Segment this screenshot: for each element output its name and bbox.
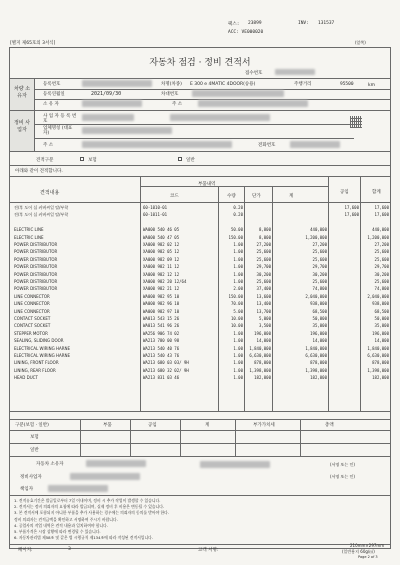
item-qty: 1.00 (233, 264, 243, 270)
item-qty: 0.20 (233, 205, 243, 210)
summary-insurance-row: 보험 (30, 435, 39, 440)
model-label: 차명(차종) (161, 82, 182, 87)
receipt-no-redacted (275, 69, 315, 75)
item-total: 878,000 (372, 360, 389, 366)
reg-no-redacted (82, 80, 152, 87)
item-code: XA000 982 12 12 (143, 271, 180, 277)
item-price: 13,400 (256, 301, 271, 307)
owner-signature-redacted (86, 460, 146, 467)
item-sum: 27,200 (312, 242, 327, 247)
item-description: SEALING, SLIDING DOOR (14, 338, 64, 344)
item-total: 6,630,000 (367, 353, 389, 358)
item-qty: 10.00 (230, 323, 243, 329)
footer-page-value: 3 (68, 547, 71, 552)
note-item: 3. 본 견적서에 포함되지 아니한 부품을 추가 사용하는 경우에는 의뢰자의 동의를 받아야 한다. (14, 510, 170, 516)
item-qty: 1.00 (233, 242, 243, 247)
general-checkbox[interactable] (178, 157, 182, 161)
biz-no-label: 사 업 자 등 록 번 호 (43, 114, 77, 124)
col-code-header: 코드 (170, 194, 179, 199)
item-sum: 1,840,000 (305, 345, 327, 351)
footer-size-note: 210mm×297mm (350, 543, 385, 548)
item-price: 1,398,000 (249, 367, 271, 373)
item-total: 68,500 (374, 308, 389, 314)
item-sum: 25,600 (312, 256, 327, 262)
item-qty: 50.00 (230, 227, 243, 233)
item-code: WA256 906 74 02 (143, 330, 180, 336)
col-parts-header: 부품내역 (198, 182, 216, 187)
item-total: 17,600 (374, 212, 389, 218)
item-qty: 1.00 (233, 249, 243, 255)
shop-phone-redacted (290, 141, 340, 148)
item-description: POWER DISTRIBUTOR (14, 249, 58, 255)
footer-customer-signature: 고객 서명: (198, 548, 219, 553)
col-price-header: 단가 (252, 194, 261, 199)
shop-phone-label: 전화번호 (258, 143, 276, 148)
item-total: 74,800 (374, 286, 389, 292)
inv-value: 131537 (318, 21, 335, 26)
item-code: XA000 982 20 12/64 (143, 279, 187, 284)
page-side: (앞쪽) (355, 40, 366, 45)
responsible-label: 책임자 (20, 487, 34, 492)
item-qty: 1.00 (233, 360, 243, 366)
estimate-type-label: 견적구분 (36, 158, 54, 163)
summary-total-header: 총액 (325, 423, 334, 428)
item-code: XA000 982 02 12 (143, 242, 180, 247)
item-price: 8,000 (258, 234, 271, 240)
item-code: WA000 982 97 10 (143, 308, 180, 314)
vin-redacted (192, 90, 284, 97)
item-sum: 1,398,000 (305, 367, 327, 373)
item-price: 1,840,000 (249, 345, 271, 351)
item-description: ELECTRIC LINE (14, 227, 44, 233)
col-qty-header: 수량 (227, 194, 236, 199)
item-description: LINING, FRONT FLOOR (14, 360, 59, 366)
item-total: 1,200,000 (367, 234, 389, 240)
item-price: 27,200 (256, 242, 271, 247)
item-description: CONTACT SOCKET (14, 316, 51, 321)
item-qty: 1.00 (233, 271, 243, 277)
note-item: 5. 부품가격은 시장 상황에 따라 변경될 수 있습니다. (14, 529, 101, 534)
item-code: WA013 541 96 26 (143, 323, 180, 329)
item-description: LINING, REAR FLOOR (14, 367, 56, 373)
item-code: XA000 982 21 12 (143, 286, 180, 292)
item-code: WA213 831 03 46 (143, 375, 180, 381)
mileage-unit: km (368, 83, 375, 88)
item-labor: 17,600 (344, 205, 359, 210)
owner-signature-label: 자동차 소유자 (36, 462, 64, 467)
shop-signature-suffix: (서명 또는 인) (330, 474, 355, 479)
item-qty: 1.00 (233, 256, 243, 262)
shop-signature-redacted (70, 473, 140, 480)
item-sum: 35,000 (312, 323, 327, 329)
item-description: ELECTRICAL WIRING HARNE (14, 353, 71, 358)
item-qty: 1.00 (233, 375, 243, 381)
vehicle-section-label: 차량 소유자 (13, 86, 31, 99)
item-sum: 6,630,000 (305, 353, 327, 358)
item-code: XA000 982 11 12 (143, 264, 180, 270)
vehicle-address-label: 주 소 (172, 102, 183, 107)
item-price: 25,600 (256, 256, 271, 262)
col-sum-header: 계 (289, 194, 294, 199)
item-sum: 2,040,000 (305, 293, 327, 299)
item-price: 5,000 (258, 316, 271, 321)
item-total: 50,000 (374, 316, 389, 321)
item-description: POWER DISTRIBUTOR (14, 279, 58, 284)
item-price: 14,000 (256, 338, 271, 344)
stamp-icon (350, 116, 362, 128)
owner-redacted (82, 100, 142, 107)
shop-address-redacted (82, 141, 232, 148)
item-code: WA000 540 47 05 (143, 234, 180, 240)
footer-page-label: 페이지: (18, 548, 33, 553)
shop-address-label: 주 소 (43, 143, 54, 148)
receipt-no-label: 접수번호 (245, 71, 263, 76)
item-total: 938,000 (372, 301, 389, 307)
item-qty: 1.00 (233, 367, 243, 373)
item-total: 35,000 (374, 323, 389, 329)
summary-labor-header: 공임 (148, 423, 157, 428)
acc-value: ACC: VE000020 (228, 30, 264, 35)
item-sum: 182,000 (310, 375, 327, 381)
item-total: 1,398,000 (367, 367, 389, 373)
item-code: WA213 540 40 76 (143, 345, 180, 351)
item-description: LINE CONNECTOR (14, 301, 50, 307)
col-labor-header: 공임 (340, 190, 349, 195)
item-total: 29,700 (374, 264, 389, 270)
summary-general-row: 일반 (30, 448, 39, 453)
insurance-checkbox[interactable] (80, 157, 84, 161)
item-description: ELECTRICAL WIRING HARNE (14, 345, 71, 351)
responsible-redacted (48, 485, 108, 492)
item-qty: 10.00 (230, 316, 243, 321)
item-total: 25,600 (374, 256, 389, 262)
summary-sum-header: 계 (205, 423, 210, 428)
item-total: 17,600 (374, 205, 389, 210)
item-qty: 1.00 (233, 330, 243, 336)
note-item: 1. 견적유효기간은 발급일로부터 7일 이내이며, 정비 시 추가 작업이 발생할 수 있습니다. (14, 498, 161, 503)
item-description: 전/후 도어 십 커버씨일 탈/부착 (14, 205, 69, 210)
item-code: WA000 540 46 05 (143, 227, 180, 233)
item-sum: 74,800 (312, 286, 327, 292)
item-code: XA000 982 09 12 (143, 256, 180, 262)
item-qty: 2.00 (233, 286, 243, 292)
mileage-label: 주행거리 (294, 82, 312, 87)
inv-label: INV: (298, 21, 309, 26)
item-code: WA213 680 03 03/ 9H (143, 360, 189, 366)
item-qty: 0.20 (233, 212, 243, 218)
item-sum: 1,200,000 (305, 234, 327, 240)
item-price: 878,000 (254, 360, 271, 366)
item-sum: 68,500 (312, 308, 327, 314)
item-code: XA000 982 05 12 (143, 249, 180, 255)
item-code: 60-1010-01 (143, 205, 168, 210)
note-item: 6. 자동차관리법 제58조 및 같은 법 시행규칙 제134조에 따라 작성된 견적서입니다. (14, 535, 154, 541)
col-total-header: 합계 (372, 190, 381, 195)
item-qty: 1.00 (233, 345, 243, 351)
item-code: WA213 680 32 02/ 9H (143, 367, 189, 373)
shop-rep-redacted (82, 127, 172, 134)
item-description: POWER DISTRIBUTOR (14, 264, 58, 270)
mileage-value: 95500 (340, 82, 354, 87)
shop-signature-label: 정비사업자 (20, 475, 42, 480)
item-sum: 878,000 (310, 360, 327, 366)
vin-label: 차대번호 (161, 92, 179, 97)
col-description-header: 견적내용 (40, 190, 60, 196)
summary-vat-header: 부가가치세 (253, 423, 275, 428)
item-description: ELECTRIC LINE (14, 234, 44, 240)
item-total: 182,000 (372, 375, 389, 381)
item-sum: 14,000 (312, 338, 327, 344)
item-description: POWER DISTRIBUTOR (14, 242, 58, 247)
item-price: 196,000 (254, 330, 271, 336)
item-description: LINE CONNECTOR (14, 308, 50, 314)
item-description: POWER DISTRIBUTOR (14, 256, 58, 262)
vehicle-address-redacted (198, 100, 308, 107)
document-title: 자동차 점검 · 정비 견적서 (149, 58, 251, 68)
item-total: 27,200 (374, 242, 389, 247)
item-price: 37,400 (256, 286, 271, 292)
item-sum: 30,200 (312, 271, 327, 277)
item-description: POWER DISTRIBUTOR (14, 286, 58, 292)
item-code: 60-1011-01 (143, 212, 168, 218)
item-sum: 50,000 (312, 316, 327, 321)
item-description: POWER DISTRIBUTOR (14, 271, 58, 277)
fax-label: 팩스: (228, 22, 240, 27)
item-price: 6,630,000 (249, 353, 271, 358)
item-qty: 150.00 (228, 293, 243, 299)
item-price: 182,000 (254, 375, 271, 381)
summary-parts-header: 부품 (103, 423, 112, 428)
item-sum: 29,700 (312, 264, 327, 270)
item-price: 29,700 (256, 264, 271, 270)
model-value: E 300 e 4MATIC 4DOOR(승용) (190, 82, 256, 87)
item-total: 14,000 (374, 338, 389, 344)
item-price: 8,800 (258, 227, 271, 233)
item-qty: 150.00 (228, 234, 243, 240)
item-total: 25,600 (374, 249, 389, 255)
item-price: 25,600 (256, 249, 271, 255)
item-labor: 17,600 (344, 212, 359, 218)
item-qty: 5.00 (233, 308, 243, 314)
item-total: 30,200 (374, 271, 389, 277)
item-sum: 938,000 (310, 301, 327, 307)
note-item: 정비 의뢰자는 견적금액을 확인하고 서명하여 주시기 바랍니다. (14, 516, 118, 522)
item-description: STEPPER MOTOR (14, 330, 48, 336)
date-redacted (200, 461, 270, 468)
item-qty: 70.00 (230, 301, 243, 307)
general-option-label: 일반 (186, 158, 195, 163)
item-sum: 440,000 (310, 227, 327, 233)
item-price: 25,600 (256, 279, 271, 284)
item-qty: 1.00 (233, 338, 243, 344)
item-sum: 25,600 (312, 249, 327, 255)
reg-date-label: 등록연월일 (43, 92, 65, 97)
biz-no-redacted (82, 114, 134, 121)
reg-date-value: 2021/09/30 (91, 91, 122, 97)
item-code: WA213 780 00 98 (143, 338, 180, 344)
footer-page-note: Page 2 of 3 (358, 555, 378, 559)
shop-section-label: 정비 사업자 (13, 120, 31, 133)
estimate-notice: 아래와 같이 견적합니다. (15, 169, 63, 174)
item-code: WA213 540 43 76 (143, 353, 180, 358)
footer-paper-note: (일반용지 60g/㎡) (342, 549, 375, 554)
item-total: 196,000 (372, 330, 389, 336)
item-description: CONTACT SOCKET (14, 323, 51, 329)
reg-no-label: 등록번호 (43, 82, 61, 87)
item-description: LINE CONNECTOR (14, 293, 50, 299)
item-description: HEAD DUCT (14, 375, 38, 381)
item-code: WA013 543 15 26 (143, 316, 180, 321)
item-qty: 1.00 (233, 353, 243, 358)
item-price: 13,600 (256, 293, 271, 299)
form-code: [별지 제65호의 3서식] (10, 41, 56, 46)
item-total: 1,840,000 (367, 345, 389, 351)
owner-label: 소 유 자 (43, 102, 59, 107)
item-total: 2,040,000 (367, 293, 389, 299)
item-description: 전/후 도어 십 커버씨일 탈/부착 (14, 212, 69, 218)
item-code: WA000 982 95 10 (143, 293, 180, 299)
item-price: 13,700 (256, 308, 271, 314)
item-price: 30,200 (256, 271, 271, 277)
item-qty: 1.00 (233, 279, 243, 284)
item-total: 440,000 (372, 227, 389, 233)
owner-signature-suffix: (서명 또는 인) (330, 462, 355, 467)
item-sum: 25,600 (312, 279, 327, 284)
summary-category-header: 구분(보험 · 일반) (15, 423, 49, 428)
item-total: 25,600 (374, 279, 389, 284)
item-sum: 196,000 (310, 330, 327, 336)
item-price: 3,500 (258, 323, 271, 329)
note-item: 2. 견적서는 정비 의뢰자의 요청에 따라 발급되며, 실제 정비 후 비용은 변동될 수 있습니다. (14, 504, 165, 510)
biz-name-redacted (170, 114, 270, 121)
insurance-option-label: 보험 (88, 158, 97, 163)
shop-rep-label: 업체명칭 (대표자) (43, 126, 73, 136)
note-item: 4. 공업사의 작업 내역은 견적 내용과 일치하여야 합니다. (14, 522, 108, 528)
item-code: WA000 982 96 10 (143, 301, 180, 307)
fax-value: 23899 (248, 21, 262, 26)
